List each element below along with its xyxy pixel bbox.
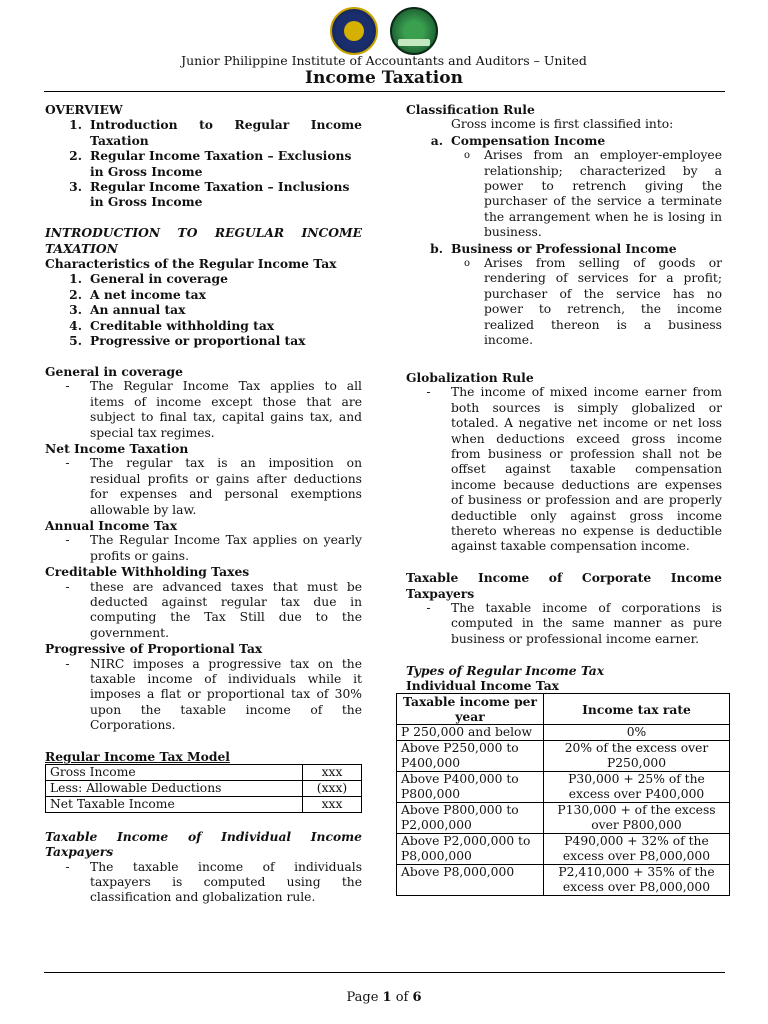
table-row: P 250,000 and below 0% (397, 725, 730, 741)
classification-heading: Classification Rule (406, 102, 535, 117)
immersus-logo (390, 7, 438, 55)
individual-tax-subheading: Individual Income Tax (406, 677, 560, 693)
overview-item: 3. Regular Income Taxation – Inclusions in Gross Income (69, 179, 350, 210)
net-income-text: - The regular tax is an imposition on residual profits or gains after deductions for expenses and personal exemptions allowable by law. (65, 456, 362, 517)
progressive-text: - NIRC imposes a progressive tax on the taxable income of individuals while it imposes a flat or proportional tax of 30% upon the taxable income of the Corporations. (65, 656, 362, 733)
document-title: Income Taxation (305, 68, 463, 88)
table-row: Gross Income xxx (46, 765, 362, 781)
compensation-income-title: a. Compensation Income (430, 132, 606, 148)
overview-heading: OVERVIEW (45, 102, 123, 117)
table-row: Above P250,000 to P400,000 20% of the excess over P250,000 (397, 741, 730, 772)
characteristic-item: 3. An annual tax (69, 302, 186, 318)
page-number: Page 1 of 6 (346, 990, 422, 1005)
jpia-seal-logo (330, 7, 378, 55)
table-header-row (397, 694, 730, 725)
types-heading: Types of Regular Income Tax (406, 662, 605, 678)
model-heading: Regular Income Tax Model (45, 749, 230, 765)
individual-tax-table (396, 693, 730, 896)
characteristic-item: 2. A net income tax (69, 286, 206, 302)
annual-tax-text: - The Regular Income Tax applies on yearly profits or gains. (65, 533, 362, 563)
characteristics-subheading: Characteristics of the Regular Income Tax (45, 256, 337, 272)
withholding-heading: Creditable Withholding Taxes (45, 564, 250, 580)
income-tax-model-table (45, 764, 362, 813)
progressive-heading: Progressive of Proportional Tax (45, 641, 263, 657)
corporate-text: - The taxable income of corporations is computed in the same manner as pure business or professional income earner. (426, 600, 722, 646)
table-row: Above P400,000 to P800,000 P30,000 + 25% of the excess over P400,000 (397, 772, 730, 803)
overview-item: 1. Introduction to Regular Income Taxation (69, 117, 362, 148)
organization-name: Junior Philippine Institute of Accountants and Auditors – United (181, 53, 587, 68)
table-row: Above P800,000 to P2,000,000 P130,000 + of the excess over P800,000 (397, 803, 730, 834)
globalization-heading: Globalization Rule (406, 369, 534, 385)
table-row: Above P2,000,000 to P8,000,000 P490,000 + 32% of the excess over P8,000,000 (397, 834, 730, 865)
right-column (401, 102, 722, 896)
business-income-text: o Arises from selling of goods or rendering of services for a profit; purchaser of the service has no power to retrench, the income realized thereon is a business income. (463, 256, 722, 348)
annual-tax-heading: Annual Income Tax (45, 517, 178, 533)
column-header: Income tax rate (544, 694, 730, 725)
intro-heading: INTRODUCTION TO REGULAR INCOME TAXATION (45, 225, 362, 256)
individual-taxpayers-heading: Taxable Income of Individual Income Taxpayers (45, 828, 362, 860)
withholding-text: - these are advanced taxes that must be deducted against regular tax due in computing the Tax Still due to the government. (65, 579, 362, 640)
corporate-heading: Taxable Income of Corporate Income Taxpayers (406, 570, 722, 601)
table-row: Net Taxable Income xxx (46, 797, 362, 813)
individual-taxpayers-text: - The taxable income of individuals taxpayers is computed using the classification and globalization rule. (65, 859, 362, 905)
header-divider (44, 91, 725, 92)
net-income-heading: Net Income Taxation (45, 440, 189, 456)
table-row: Less: Allowable Deductions (xxx) (46, 781, 362, 797)
compensation-income-text: o Arises from an employer-employee relationship; characterized by a power to retrench giving the purchaser of the service a terminate the arrangement when he is losing in business. (463, 148, 722, 240)
column-header: Taxable income per year (397, 694, 544, 725)
general-coverage-heading: General in coverage (45, 363, 183, 379)
footer-divider (44, 972, 725, 973)
overview-item: 2. Regular Income Taxation – Exclusions in Gross Income (69, 148, 352, 179)
table-row: Above P8,000,000 P2,410,000 + 35% of the excess over P8,000,000 (397, 865, 730, 896)
characteristic-item: 4. Creditable withholding tax (69, 317, 275, 333)
characteristic-item: 5. Progressive or proportional tax (69, 333, 306, 349)
left-column (45, 102, 362, 906)
classification-intro: Gross income is first classified into: (451, 117, 674, 132)
general-coverage-text: - The Regular Income Tax applies to all items of income except those that are subject to final tax, capital gains tax, and special tax regimes. (65, 379, 362, 440)
characteristic-item: 1. General in coverage (69, 271, 228, 287)
globalization-text: - The income of mixed income earner from both sources is simply globalized or totaled. A negative net income or net loss when deductions exceed gross income from business or profession shall not be offset against taxable compensation income because deductions are expenses of business or profession and are properly deductible only against gross income thereto whereas no expense is deductible against taxable compensation income. (426, 385, 722, 554)
business-income-title: b. Business or Professional Income (430, 240, 677, 256)
